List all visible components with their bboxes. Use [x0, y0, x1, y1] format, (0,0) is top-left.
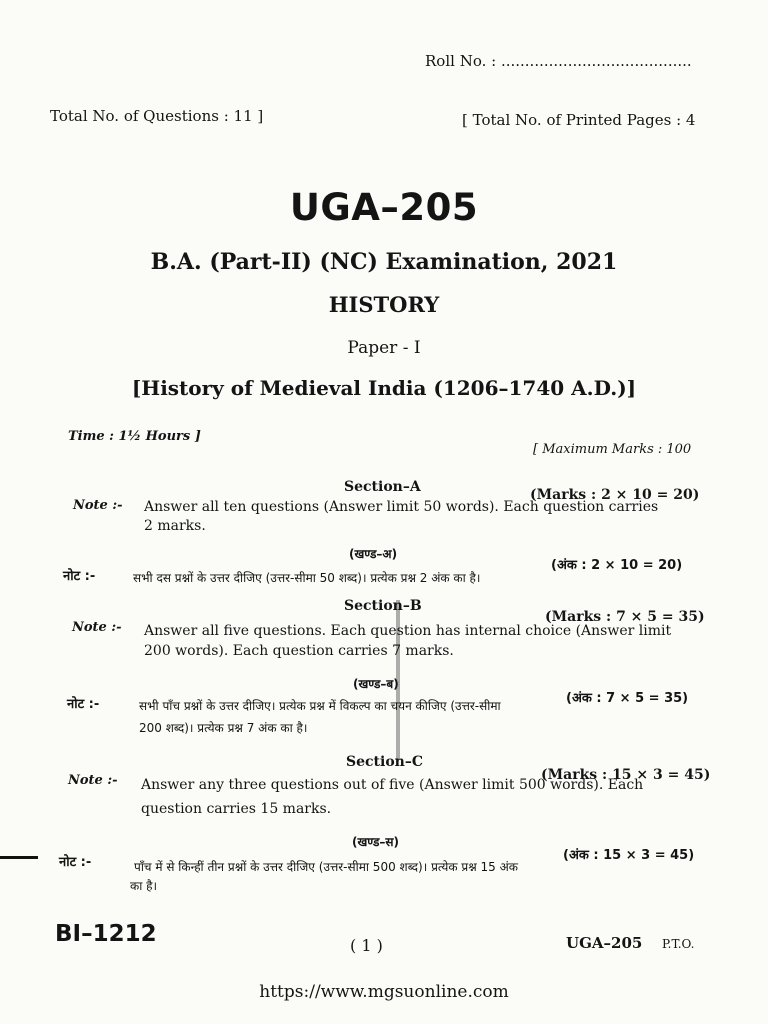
- section-a-note-label: Note :-: [73, 498, 123, 513]
- section-c-heading: Section–C: [346, 754, 423, 770]
- total-questions: Total No. of Questions : 11 ]: [50, 107, 264, 125]
- section-c-hindi-line2: का है।: [130, 879, 158, 893]
- margin-mark: [0, 856, 38, 859]
- exam-title: B.A. (Part-II) (NC) Examination, 2021: [150, 249, 618, 275]
- section-c-note-line2: question carries 15 marks.: [141, 801, 332, 817]
- section-c-hindi-line1: पाँच में से किन्हीं तीन प्रश्नों के उत्तर दीजिए (उत्तर-सीमा 500 शब्द)। प्रत्येक प्रश्न 15 अंक: [134, 860, 518, 874]
- section-a-heading: Section–A: [344, 479, 421, 495]
- section-b-heading: Section–B: [344, 598, 422, 614]
- section-a-hindi-label: नोट :-: [63, 569, 96, 584]
- footer-paper-code: UGA–205: [566, 934, 643, 952]
- section-b-note-label: Note :-: [72, 620, 122, 635]
- section-c-note-line1: Answer any three questions out of five (Answer limit 500 words). Each: [141, 777, 644, 793]
- section-c-marks: (Marks : 15 × 3 = 45): [541, 767, 711, 783]
- please-turn-over: P.T.O.: [662, 937, 695, 951]
- section-b-hindi-label: नोट :-: [67, 697, 100, 712]
- section-c-hindi-heading: (खण्ड–स): [352, 835, 400, 849]
- section-c-note-label: Note :-: [68, 773, 118, 788]
- section-b-hindi-heading: (खण्ड–ब): [353, 677, 399, 691]
- total-printed-pages: [ Total No. of Printed Pages : 4: [462, 111, 696, 129]
- section-a-note-line2: 2 marks.: [144, 518, 206, 534]
- section-b-hindi-line1: सभी पाँच प्रश्नों के उत्तर दीजिए। प्रत्येक प्रश्न में विकल्प का चयन कीजिए (उत्तर-सीमा: [139, 699, 501, 713]
- section-c-hindi-label: नोट :-: [59, 855, 92, 870]
- subject-title: HISTORY: [328, 292, 440, 317]
- section-b-note-line1: Answer all five questions. Each question has internal choice (Answer limit: [144, 623, 672, 639]
- maximum-marks: [ Maximum Marks : 100: [533, 442, 692, 457]
- source-url[interactable]: https://www.mgsuonline.com: [259, 982, 509, 1002]
- paper-number: Paper - I: [347, 338, 421, 358]
- page-number: ( 1 ): [350, 936, 383, 955]
- section-a-hindi-heading: (खण्ड–अ): [349, 547, 398, 561]
- section-a-note-line1: Answer all ten questions (Answer limit 50 words). Each question carries: [144, 499, 659, 515]
- section-a-hindi-marks: (अंक : 2 × 10 = 20): [551, 558, 683, 573]
- section-b-hindi-line2: 200 शब्द)। प्रत्येक प्रश्न 7 अंक का है।: [139, 721, 308, 735]
- section-b-marks: (Marks : 7 × 5 = 35): [545, 609, 705, 625]
- section-c-hindi-marks: (अंक : 15 × 3 = 45): [563, 848, 695, 863]
- time-allowed: Time : 1½ Hours ]: [68, 429, 201, 444]
- section-a-hindi-line1: सभी दस प्रश्नों के उत्तर दीजिए (उत्तर-सीमा 50 शब्द)। प्रत्येक प्रश्न 2 अंक का है।: [133, 571, 481, 585]
- paper-title: [History of Medieval India (1206–1740 A.D.)]: [131, 376, 637, 400]
- section-a-marks: (Marks : 2 × 10 = 20): [530, 487, 700, 503]
- footer-booklet-code: BI–1212: [55, 921, 157, 947]
- roll-number-line: Roll No. : ........................................: [425, 52, 692, 70]
- section-b-note-line2: 200 words). Each question carries 7 marks.: [144, 643, 454, 659]
- section-b-hindi-marks: (अंक : 7 × 5 = 35): [566, 691, 689, 706]
- paper-code-title: UGA–205: [289, 186, 479, 229]
